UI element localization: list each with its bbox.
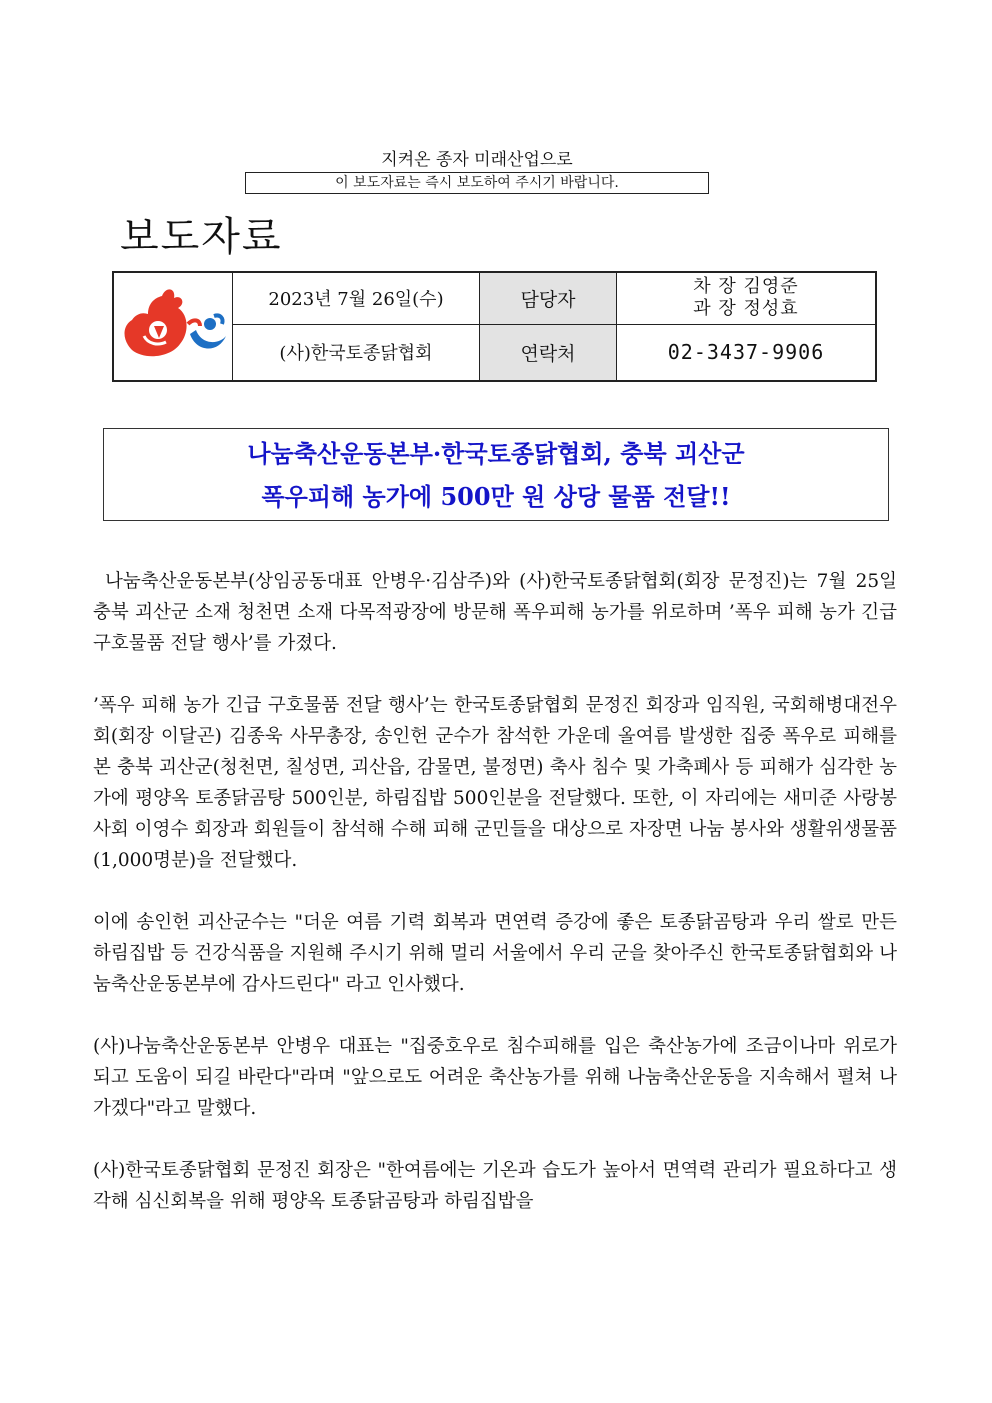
paragraph-5: (사)한국토종닭협회 문정진 회장은 "한여름에는 기온과 습도가 높아서 면역력 관리가 필요하다고 생각해 심신회복을 위해 평양옥 토종닭곰탕과 하림집밥을 <box>93 1160 897 1212</box>
release-date: 2023년 7월 26일(수) <box>233 272 480 324</box>
document-title: 보도자료 <box>120 214 283 260</box>
organization-name: (사)한국토종닭협회 <box>233 324 480 381</box>
headline-line-2: 폭우피해 농가에 500만 원 상당 물품 전달!! <box>261 482 731 511</box>
release-notice: 이 보도자료는 즉시 보도하여 주시기 바랍니다. <box>245 172 709 194</box>
chicken-logo-icon <box>114 274 232 374</box>
info-table <box>112 271 877 382</box>
contact-persons <box>617 272 877 324</box>
paragraph-2: ’폭우 피해 농가 긴급 구호물품 전달 행사’는 한국토종닭협회 문정진 회장과 임직원, 국회해병대전우회(회장 이달곤) 김종욱 사무총장, 송인헌 군수가 참석한 가운데 올여름 발생한 집중 폭우로 피해를 본 충북 괴산군(청천면, 칠성면, 괴산읍, 감물면, 불정면) 축사 침수 및 가축폐사 등 피해가 심각한 농가에 평양옥 토종닭곰탕 500인분, 하림집밥 500인분을 전달했다. 또한, 이 자리에는 새미준 사랑봉사회 이영수 회장과 회원들이 참석해 수해 피해 군민들을 대상으로 자장면 나눔 봉사와 생활위생물품(1,000명분)을 전달했다. <box>93 695 897 871</box>
contact-phone: 02-3437-9906 <box>617 324 877 381</box>
paragraph-3: 이에 송인헌 괴산군수는 "더운 여름 기력 회복과 면연력 증강에 좋은 토종닭곰탕과 우리 쌀로 만든 하림집밥 등 건강식품을 지원해 주시기 위해 멀리 서울에서 우리 군을 찾아주신 한국토종닭협회와 나눔축산운동본부에 감사드린다" 라고 인사했다. <box>93 912 897 995</box>
contact-label: 연락처 <box>480 324 617 381</box>
slogan: 지켜온 종자 미래산업으로 <box>381 150 573 170</box>
paragraph-4: (사)나눔축산운동본부 안병우 대표는 "집중호우로 침수피해를 입은 축산농가에 조금이나마 위로가 되고 도움이 되길 바란다"라며 "앞으로도 어려운 축산농가를 위해 나눔축산운동을 지속해서 펼쳐 나가겠다"라고 말했다. <box>93 1036 897 1119</box>
contact-person-2: 과 장 정성효 <box>693 298 799 320</box>
contact-person-1: 차 장 김영준 <box>693 276 799 298</box>
headline-line-1: 나눔축산운동본부·한국토종닭협회, 충북 괴산군 <box>247 439 745 468</box>
paragraph-1: 나눔축산운동본부(상임공동대표 안병우·김삼주)와 (사)한국토종닭협회(회장 문정진)는 7월 25일 충북 괴산군 소재 청천면 소재 다목적광장에 방문해 폭우피해 농가를 위로하며 ’폭우 피해 농가 긴급 구호물품 전달 행사’를 가졌다. <box>93 571 897 654</box>
logo-cell <box>113 272 233 381</box>
article-body <box>93 566 897 1248</box>
headline-box <box>103 428 889 521</box>
contact-person-label: 담당자 <box>480 272 617 324</box>
